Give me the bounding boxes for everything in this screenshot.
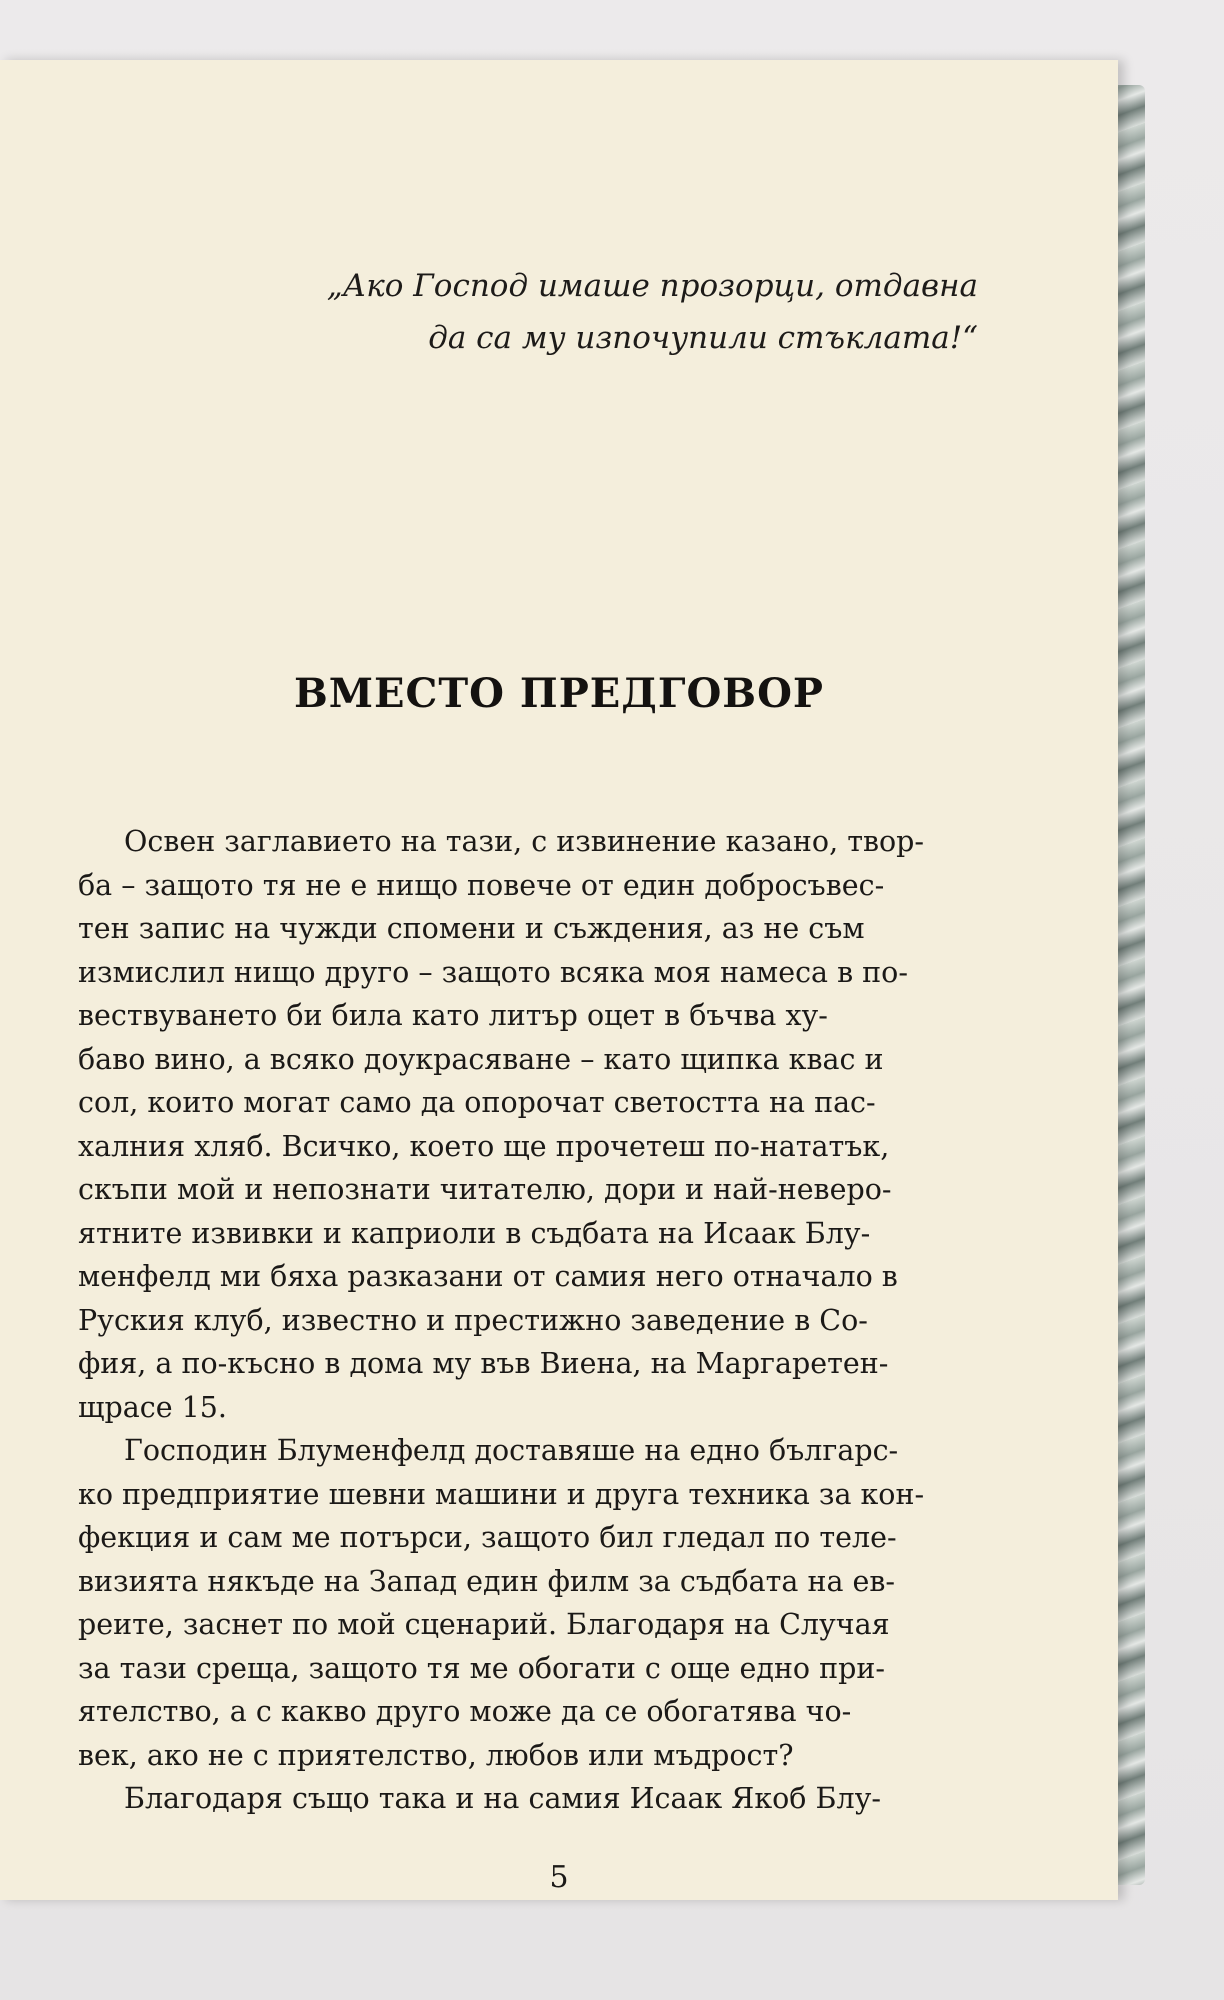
epigraph-line: да са му изпочупили стъклата!“: [428, 320, 978, 356]
body-line: ба – защото тя не е нищо повече от един добросъвес-: [78, 868, 885, 902]
body-line: скъпи мой и непознати читателю, дори и най-неверо-: [78, 1173, 892, 1206]
body-line: щрасе 15.: [78, 1390, 227, 1424]
epigraph: [327, 260, 978, 364]
body-line: визията някъде на Запад един филм за съдбата на ев-: [78, 1564, 896, 1598]
page-number: 5: [549, 1860, 569, 1895]
body-line: халния хляб. Всичко, което ще прочетеш по-нататък,: [78, 1129, 890, 1163]
body-line: менфелд ми бяха разказани от самия него отначало в: [78, 1260, 898, 1293]
body-line: ятелство, а с какво друго може да се обогатява чо-: [78, 1695, 852, 1728]
body-line: реите, заснет по мой сценарий. Благодаря на Случая: [78, 1608, 890, 1641]
body-text: [78, 820, 1023, 1821]
body-line: сол, които могат само да опорочат светостта на пас-: [78, 1086, 876, 1119]
body-line: фия, а по-късно в дома му във Виена, на Маргаретен-: [78, 1347, 889, 1380]
body-line: ятните извивки и каприоли в съдбата на Исаак Блу-: [78, 1216, 871, 1250]
body-line: ко предприятие шевни машини и друга техника за кон-: [78, 1477, 925, 1511]
book-page: [0, 60, 1118, 1900]
body-line: фекция и сам ме потърси, защото бил гледал по теле-: [78, 1521, 897, 1554]
body-line: за тази среща, защото тя ме обогати с още едно при-: [78, 1651, 886, 1685]
chapter-heading: ВМЕСТО ПРЕДГОВОР: [293, 670, 825, 717]
body-line: Руския клуб, известно и престижно заведение в Со-: [78, 1303, 868, 1337]
body-line: вествуването би била като литър оцет в бъчва ху-: [78, 999, 828, 1032]
body-line: Благодаря също така и на самия Исаак Якоб Блу-: [124, 1782, 881, 1815]
body-line: Освен заглавието на тази, с извинение казано, твор-: [124, 825, 925, 858]
body-line: измислил нищо друго – защото всяка моя намеса в по-: [78, 955, 908, 989]
body-line: Господин Блуменфелд доставяше на едно българс-: [124, 1434, 899, 1467]
epigraph-line: „Ако Господ имаше прозорци, отдавна: [326, 268, 978, 304]
body-line: тен запис на чужди спомени и съждения, аз не съм: [78, 912, 865, 945]
body-line: век, ако не с приятелство, любов или мъдрост?: [78, 1738, 794, 1772]
body-line: баво вино, а всяко доукрасяване – като щипка квас и: [78, 1042, 884, 1076]
